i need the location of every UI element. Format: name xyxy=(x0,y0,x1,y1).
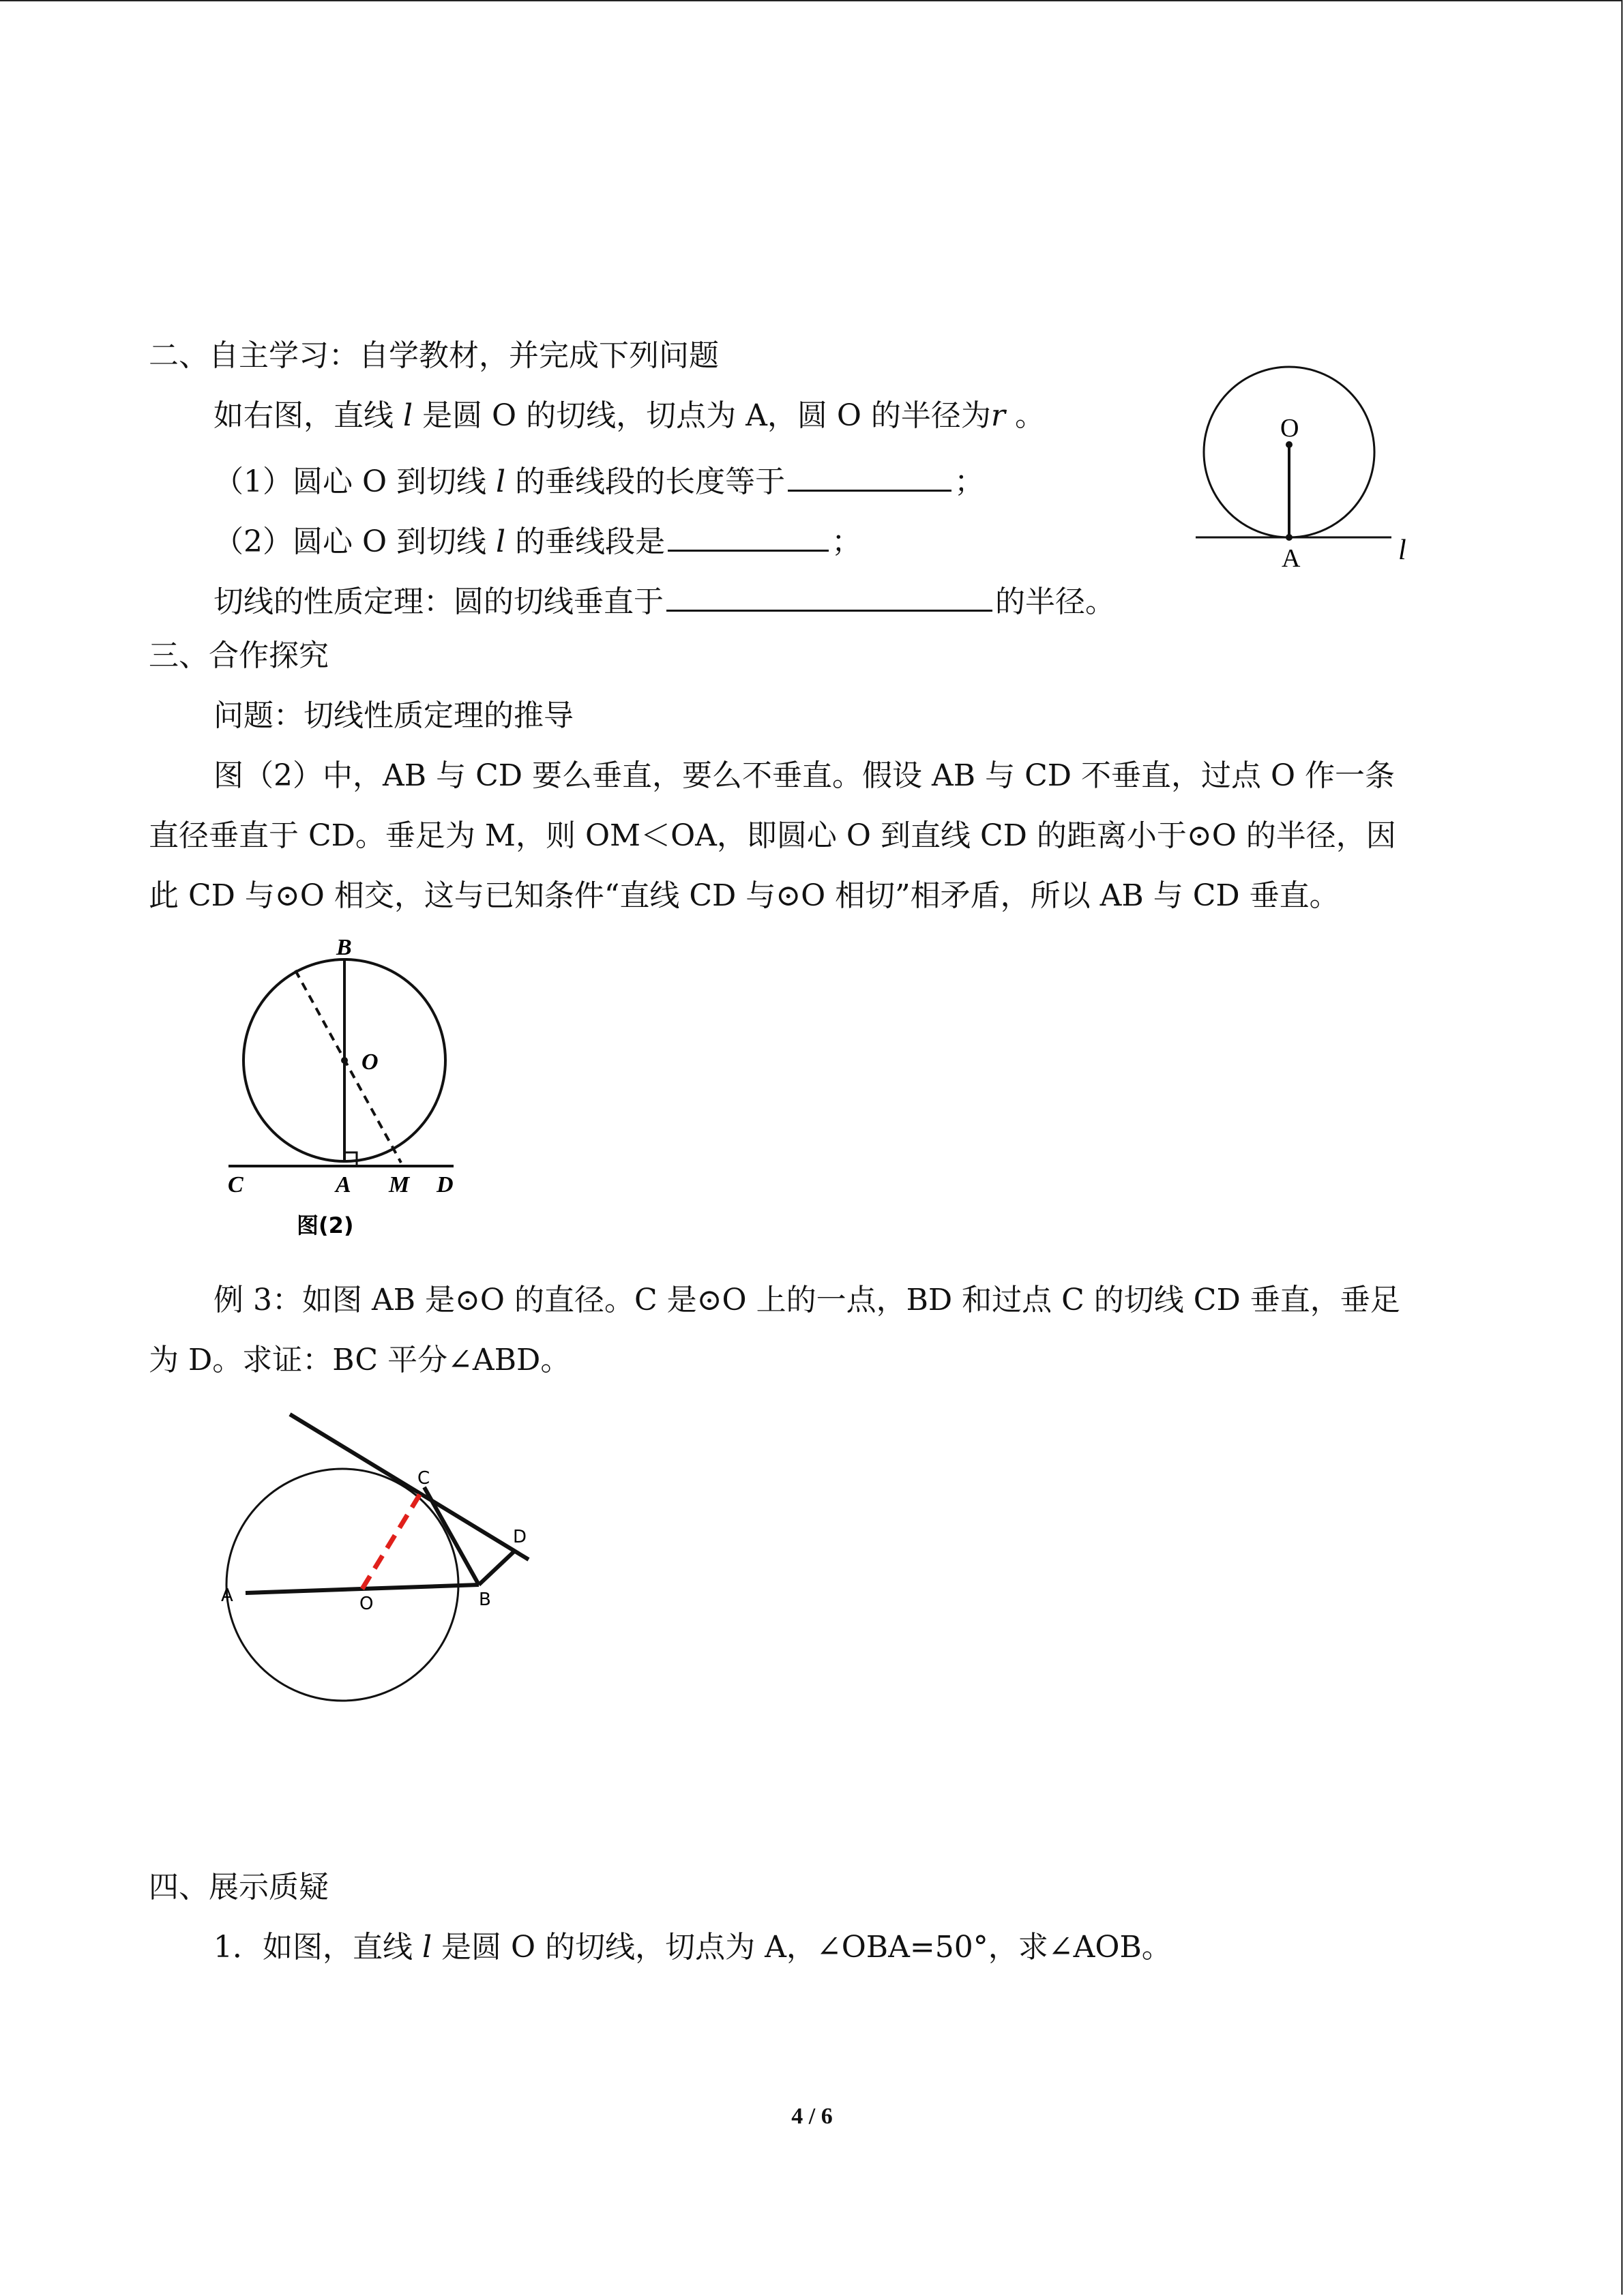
label-l: l xyxy=(1398,535,1406,566)
var-l: l xyxy=(422,1930,432,1965)
label-a: A xyxy=(1282,544,1301,573)
label-b: B xyxy=(336,935,352,960)
label-m: M xyxy=(389,1172,410,1197)
var-l: l xyxy=(496,524,506,559)
label-o: O xyxy=(1280,414,1299,443)
example-3-line-2: 为 D。求证：BC 平分∠ABD。 xyxy=(149,1343,571,1377)
var-r: r xyxy=(990,398,1005,433)
question-1 xyxy=(213,456,984,503)
center-point-o xyxy=(341,1057,348,1064)
label-o: O xyxy=(359,1594,374,1614)
proof-line-3: 此 CD 与⊙O 相交，这与已知条件“直线 CD 与⊙O 相切”相矛盾，所以 AB 与 CD 垂直。 xyxy=(149,878,1340,913)
intro-text-c: 。 xyxy=(1005,398,1045,433)
dashed-diameter-om xyxy=(295,970,401,1163)
problem-title: 问题：切线性质定理的推导 xyxy=(213,698,574,733)
theorem-text-b: 的半径。 xyxy=(995,584,1115,619)
q2-text-b: 的垂线段是 xyxy=(505,524,666,559)
label-c: C xyxy=(417,1468,430,1489)
proof-line-1: 图（2）中，AB 与 CD 要么垂直，要么不垂直。假设 AB 与 CD 不垂直，过点 O 作一条 xyxy=(213,758,1396,793)
q1-end: ； xyxy=(954,464,985,499)
label-d: D xyxy=(437,1172,454,1197)
theorem-text-a: 切线的性质定理：圆的切线垂直于 xyxy=(213,584,664,619)
label-b: B xyxy=(479,1590,491,1610)
q2-text-a: （2）圆心 O 到切线 xyxy=(213,524,497,559)
figure-caption: 图(2) xyxy=(297,1212,354,1238)
section2-heading: 二、自主学习：自学教材，并完成下列问题 xyxy=(149,338,719,373)
section4-heading: 四、展示质疑 xyxy=(149,1870,329,1905)
label-o: O xyxy=(361,1049,379,1075)
section2-intro xyxy=(213,396,1045,436)
label-a: A xyxy=(336,1172,351,1197)
tangent-line-cd xyxy=(290,1414,529,1560)
intro-text-a: 如右图，直线 xyxy=(213,398,403,433)
q2-end: ； xyxy=(831,524,862,559)
label-a: A xyxy=(221,1585,233,1606)
tangent-figure-1 xyxy=(1187,355,1419,580)
proof-figure-2 xyxy=(218,934,477,1248)
example-3-line-1: 例 3：如图 AB 是⊙O 的直径。C 是⊙O 上的一点，BD 和过点 C 的切线 CD 垂直，垂足 xyxy=(213,1283,1400,1317)
example-3-figure xyxy=(211,1398,552,1712)
segment-bd xyxy=(479,1551,515,1585)
q1-text-a: （1）圆心 O 到切线 xyxy=(213,464,497,499)
label-d: D xyxy=(513,1527,527,1547)
var-l: l xyxy=(403,398,413,433)
exercise-1 xyxy=(213,1927,1172,1968)
answer-blank-2[interactable] xyxy=(668,516,829,552)
q1-text-b: 的垂线段的长度等于 xyxy=(505,464,786,499)
var-l: l xyxy=(496,464,506,499)
right-angle-mark xyxy=(344,1152,357,1165)
exercise-1-text-b: 是圆 O 的切线，切点为 A，∠OBA=50°，求∠AOB。 xyxy=(432,1930,1172,1965)
page-number: 4 / 6 xyxy=(791,2104,833,2129)
tangent-point-a xyxy=(1286,534,1293,541)
answer-blank-1[interactable] xyxy=(788,456,951,492)
tangent-theorem xyxy=(213,576,1115,623)
answer-blank-3[interactable] xyxy=(666,576,992,612)
question-2 xyxy=(213,516,861,563)
intro-text-b: 是圆 O 的切线，切点为 A，圆 O 的半径为 xyxy=(413,398,991,433)
label-c: C xyxy=(228,1172,243,1197)
exercise-1-text-a: 1．如图，直线 xyxy=(213,1930,422,1965)
dashed-radius-oc xyxy=(362,1487,424,1589)
chord-bc xyxy=(424,1487,479,1585)
proof-line-2: 直径垂直于 CD。垂足为 M，则 OM＜OA，即圆心 O 到直线 CD 的距离小于⊙O 的半径，因 xyxy=(149,818,1396,853)
section3-heading: 三、合作探究 xyxy=(149,638,329,673)
